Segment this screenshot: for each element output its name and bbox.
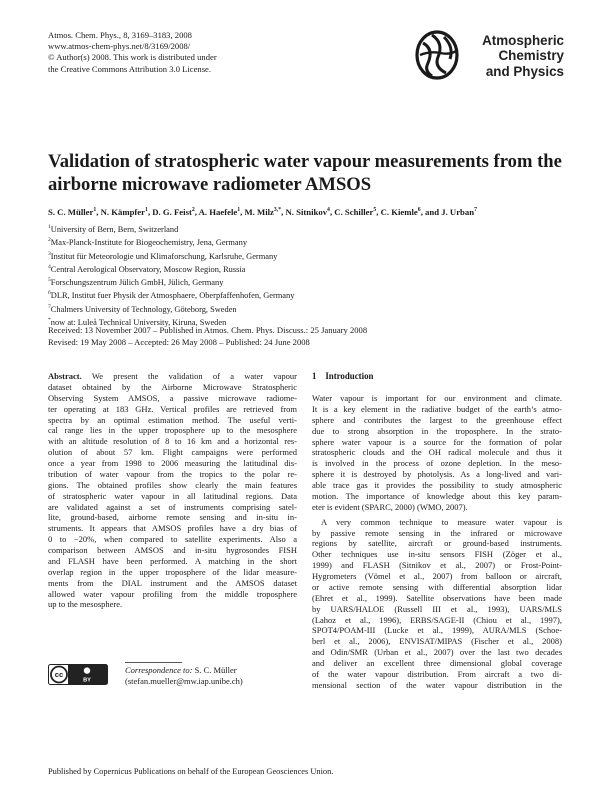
paper-title (48, 151, 568, 196)
journal-logo-text (458, 33, 564, 79)
journal-url[interactable]: www.atmos-chem-phys.net/8/3169/2008/ (48, 41, 191, 52)
author-name: N. Kämpfer (100, 206, 146, 217)
text-line: sphere water vapour is a source for the formation of polar (312, 436, 562, 447)
affiliation-text: Max-Planck-Institute for Biogeochemistry, Jena, Germany (50, 238, 248, 248)
page-footer: Published by Copernicus Publications on behalf of the European Geosciences Union. (48, 767, 334, 776)
text-line: comparison between AMSOS and in-situ hygrosondes FISH (48, 545, 297, 555)
text-line: able trace gas it provides the possibility to study atmospheric (312, 480, 562, 490)
correspondence (125, 665, 243, 687)
received-line: Received: 13 November 2007 – Published in Atmos. Chem. Phys. Discuss.: 25 January 2008 (48, 325, 368, 335)
author-separator: , (96, 206, 101, 217)
title-line-1: Validation of stratospheric water vapour measurements from the (48, 151, 562, 172)
author-affiliation-marker: 1 (237, 207, 241, 213)
affiliation-list (48, 222, 294, 328)
text-line: SPOT4/POAM-III (Lucke et al., 1999), AURA/MLS (Schoe- (312, 625, 562, 636)
affiliation-text: Central Aerological Observatory, Moscow Region, Russia (50, 264, 246, 274)
author-name: S. C. Müller (48, 206, 94, 217)
text-line: of the water vapour distribution. From aircraft a two di- (312, 668, 562, 679)
text-line: are validated against a set of instruments comprising satel- (48, 501, 297, 512)
intro-paragraph-1 (312, 393, 562, 513)
affiliation-item (48, 288, 294, 301)
author-affiliation-marker: 1 (93, 207, 97, 213)
text-line: regions by satellite, aircraft or ground-based instruments. (312, 538, 562, 549)
affiliation-text: University of Bern, Bern, Switzerland (50, 224, 179, 234)
affiliation-text: Forschungszentrum Jülich GmbH, Jülich, Germany (50, 277, 224, 287)
author-name: C. Kiemle (380, 206, 418, 217)
footnote-rule (125, 662, 182, 663)
section-heading (312, 371, 562, 384)
text-line: and deliver an excellent three dimensional global coverage (312, 658, 562, 668)
journal-citation: Atmos. Chem. Phys., 8, 3169–3183, 2008 (48, 30, 192, 40)
author-separator: , (194, 206, 199, 217)
text-line: is involved in the process of ozone depletion. In the meso- (312, 458, 562, 469)
journal-logo-icon (414, 29, 460, 81)
author-affiliation-marker: 5 (373, 207, 377, 213)
affiliation-text: now at: Luleå Technical University, Kiruna, Sweden (50, 317, 227, 327)
text-line: and FLASH have been performed. A matching in the short (48, 555, 297, 566)
logo-line-3: and Physics (485, 63, 564, 79)
text-line: A very common technique to measure water vapour is (321, 516, 562, 527)
abstract-label: Abstract. (48, 371, 82, 381)
correspondence-email[interactable]: (stefan.mueller@mw.iap.unibe.ch) (125, 675, 243, 686)
cc-text: cc (54, 670, 64, 680)
affiliation-item (48, 302, 294, 315)
text-line: mensional section of the water vapour distribution in the (312, 679, 562, 690)
abstract-body (48, 382, 297, 610)
text-line: berl et al., 2006), ENVISAT/MIPAS (Fischer et al., 2008) (312, 636, 562, 647)
affiliation-marker: 5 (48, 277, 51, 283)
text-line: Hygrometers (Vömel et al., 2007) from balloon or aircraft, (312, 571, 562, 581)
by-text: BY (83, 677, 91, 684)
affiliation-item (48, 249, 294, 262)
text-line: by UARS/HALOE (Russell III et al., 1993), UARS/MLS (312, 603, 562, 614)
author-name: D. G. Feist (152, 206, 192, 217)
text-line: dataset obtained by the Airborne Microwave Stratospheric (48, 381, 297, 392)
affiliation-marker: 4 (48, 263, 51, 270)
correspondence-name: S. C. Müller (194, 665, 237, 675)
text-line: Observing System AMSOS, a passive microwave radiome- (48, 392, 297, 403)
affiliation-marker: 6 (48, 290, 51, 297)
author-list (48, 205, 573, 218)
introduction-section (312, 371, 562, 691)
text-line: sphere and contributes the largest to the greenhouse effect (312, 414, 562, 425)
journal-header (48, 30, 217, 75)
title-line-2: airborne microwave radiometer AMSOS (48, 173, 372, 195)
author-separator: , (240, 206, 245, 217)
affiliation-item (48, 262, 294, 275)
affiliation-marker: 1 (48, 224, 51, 230)
text-line: Other techniques use in-situ sensors FISH (Zöger et al., (312, 549, 562, 560)
author-affiliation-marker: 4 (327, 207, 330, 213)
affiliation-item (48, 222, 294, 235)
affiliation-text: Institut für Meteorologie und Klimaforschung, Karlsruhe, Germany (50, 251, 278, 261)
author-name: A. Haefele (198, 206, 238, 217)
section-title: Introduction (325, 371, 374, 381)
correspondence-label: Correspondence to: (125, 665, 193, 675)
text-line: by passive remote sensing in the infrared or microwave (312, 527, 562, 538)
text-line: eter is evident (SPARC, 2000) (WMO, 2007). (312, 501, 468, 512)
author-affiliation-marker: 1 (145, 207, 148, 213)
abstract-first-text: We present the validation of a water vapour (91, 371, 297, 381)
text-line: 0 to −20%, when compared to satellite experiments. Also a (48, 534, 297, 545)
text-line: cal range lies in the upper troposphere up to the mesosphere (48, 425, 297, 436)
logo-line-1: Atmospheric (482, 33, 564, 48)
text-line: tribution of water vapour from the tropics to the polar re- (48, 468, 297, 479)
section-number: 1 (312, 371, 317, 381)
affiliation-marker: * (48, 316, 51, 323)
publication-dates (48, 325, 367, 348)
copyright-line: © Author(s) 2008. This work is distributed under (48, 52, 217, 63)
author-separator: , (329, 206, 335, 217)
author-name: J. Urban (441, 206, 475, 217)
text-line: spectra by an optimal estimation method. The useful verti- (48, 414, 297, 425)
text-line: lite, ground-based, airborne remote sensing and in-situ in- (48, 512, 297, 523)
text-line: and Odin/SMR (Urban et al., 2007) over the last two decades (312, 647, 562, 658)
author-affiliation-marker: 6 (417, 207, 421, 213)
text-line: olution of about 57 km. Flight campaigns were performed (48, 447, 297, 458)
text-line: It is a key element in the radiative budget of the earth’s atmo- (312, 403, 562, 414)
author-separator: , and (420, 206, 442, 217)
text-line: once a year from 1998 to 2006 measuring the latitudinal dis- (48, 458, 297, 468)
author-separator: , (376, 206, 381, 217)
cc-by-license-badge[interactable] (48, 664, 108, 685)
text-line: of stratospheric water vapour in all latitudinal regions. Data (48, 490, 297, 501)
affiliation-marker: 7 (48, 303, 51, 310)
affiliation-marker: 2 (48, 237, 51, 244)
text-line: stratospheric clouds and the OH radical molecule and thus it (312, 447, 562, 458)
text-line: Water vapour is important for our environment and climate. (312, 393, 562, 403)
revised-line: Revised: 19 May 2008 – Accepted: 26 May 2008 – Published: 24 June 2008 (48, 336, 310, 347)
text-line: up to the mesosphere. (48, 599, 123, 610)
logo-line-2: Chemistry (498, 48, 564, 64)
author-name: M. Milz (244, 206, 274, 217)
affiliation-marker: 3 (48, 250, 51, 257)
journal-logo (414, 29, 564, 85)
text-line: ter operating at 183 GHz. Vertical profiles are retrieved from (48, 403, 297, 414)
author-affiliation-marker: 7 (474, 207, 477, 213)
author-affiliation-marker: 3,* (273, 207, 282, 213)
intro-paragraph-2 (312, 517, 562, 691)
text-line: allowed water vapour profiling from the middle troposphere (48, 588, 297, 599)
text-line: struments. It appears that AMSOS profiles have a dry bias of (48, 523, 297, 534)
affiliation-text: Chalmers University of Technology, Göteborg, Sweden (50, 304, 237, 314)
affiliation-item (48, 275, 294, 288)
affiliation-item (48, 235, 294, 248)
text-line: motion. The importance of knowledge about this key param- (312, 490, 562, 501)
text-line: sphere it is destroyed by photolysis. As a long-lived and vari- (312, 469, 562, 480)
abstract-section (48, 371, 297, 610)
text-line: with an altitude resolution of 8 to 16 km and a horizontal res- (48, 436, 297, 447)
text-line: ments from the DIAL instrument and the AMSOS dataset (48, 577, 297, 588)
text-line: gions. The obtained profiles show clearly the main features (48, 479, 297, 490)
abstract-first-line (48, 371, 297, 382)
text-line: (Ehret et al., 1999). Satellite observations have been made (312, 592, 562, 603)
text-line: due to strong absorption in the troposphere. In the strato- (312, 425, 562, 436)
text-line: overlap region in the upper troposphere of the lidar measure- (48, 566, 297, 577)
author-separator: , (281, 206, 286, 217)
affiliation-text: DLR, Institut fuer Physik der Atmosphaere, Oberpfaffenhofen, Germany (50, 291, 295, 301)
author-separator: , (147, 206, 153, 217)
text-line: 1999) and FLASH (Sitnikov et al., 2007) or Frost-Point- (312, 560, 562, 571)
author-affiliation-marker: 2 (191, 207, 195, 213)
license-line: the Creative Commons Attribution 3.0 License. (48, 63, 212, 74)
text-line: (Lahoz et al., 1996), ERBS/SAGE-II (Chiou et al., 1997), (312, 614, 562, 625)
author-name: N. Sitnikov (285, 206, 328, 217)
text-line: or active remote sensing with differential absorption lidar (312, 581, 562, 592)
author-name: C. Schiller (334, 206, 374, 217)
